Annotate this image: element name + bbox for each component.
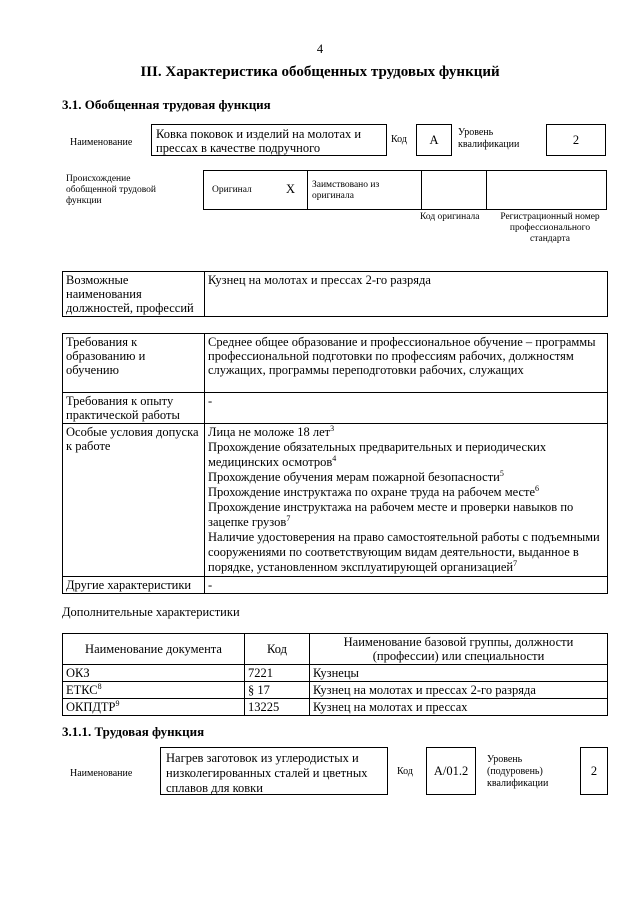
origin-code-caption: Код оригинала — [420, 212, 480, 222]
origin-reg-caption: Регистрационный номер профессионального стандарта — [500, 212, 600, 244]
table-row: ЕТКС$^8$ § 17 Кузнец на молотах и прессах 2-го разряда — [63, 682, 608, 699]
tf-level-value: 2 — [590, 764, 598, 778]
education-label: Требования к образованию и обучению — [63, 334, 205, 393]
special-condition-item: Прохождение инструктажа на рабочем месте и проверки навыков по зацепке грузов$^7$ — [208, 500, 574, 529]
requirements-table — [62, 333, 608, 594]
special-condition-item: Прохождение обучения мерам пожарной безопасности$^5$ — [208, 468, 504, 484]
gtf-name-value: Ковка поковок и изделий на молотах и прессах в качестве подручного — [156, 127, 362, 155]
tf-code-value: А/01.2 — [433, 764, 469, 778]
gtf-name-label: Наименование — [70, 137, 133, 148]
gtf-code-label: Код — [391, 134, 407, 145]
additional-title: Дополнительные характеристики — [62, 605, 240, 619]
special-condition-item: Прохождение обязательных предварительных и периодических медицинских осмотров$^4$ — [208, 440, 547, 469]
gtf-code-value: А — [429, 133, 439, 147]
tf-code-box — [426, 747, 476, 795]
education-value: Среднее общее образование и профессиональное обучение – программы профессиональной подготовки по профессиям рабочих, должностям служащих, программы переподготовки рабочих, служащих — [205, 334, 608, 393]
tf-name-box — [160, 747, 388, 795]
special-condition-item: Лица не моложе 18 лет$^3$ — [208, 423, 335, 439]
section-title: III. Характеристика обобщенных трудовых функций — [140, 64, 500, 80]
other-characteristics-value: - — [205, 577, 608, 594]
gtf-code-box — [416, 124, 452, 156]
experience-label: Требования к опыту практической работы — [63, 393, 205, 424]
special-conditions-label: Особые условия допуска к работе — [63, 424, 205, 577]
gtf-level-value: 2 — [572, 133, 580, 147]
special-condition-item: Наличие удостоверения на право самостоятельной работы с подъемными сооружениями по соответствующим видам деятельности, выданное в порядке, установленном эксплуатирующей организацией$^7$ — [208, 530, 600, 574]
origin-original-mark: Х — [286, 182, 296, 196]
table-row: ОКПДТР$^9$ 13225 Кузнец на молотах и прессах — [63, 699, 608, 716]
special-condition-item: Прохождение инструктажа по охране труда на рабочем месте$^6$ — [208, 483, 540, 499]
header-doc: Наименование документа — [63, 634, 245, 665]
positions-table — [62, 271, 608, 317]
tf-name-label: Наименование — [70, 768, 133, 779]
tf-level-label: Уровень (подуровень) квалификации — [487, 754, 549, 789]
page-number: 4 — [316, 42, 324, 56]
origin-original-label: Оригинал — [212, 185, 252, 195]
tf-level-box — [580, 747, 608, 795]
subsection-title: 3.1. Обобщенная трудовая функция — [62, 97, 271, 112]
table-row: ОКЗ 7221 Кузнецы — [63, 665, 608, 682]
positions-value: Кузнец на молотах и прессах 2-го разряда — [205, 272, 608, 317]
special-conditions-list — [205, 424, 608, 577]
header-name: Наименование базовой группы, должности (профессии) или специальности — [310, 634, 608, 665]
tf-name-value: Нагрев заготовок из углеродистых и низколегированных сталей и цветных сплавов для ковки — [166, 751, 368, 795]
origin-table — [203, 170, 607, 210]
gtf-name-box — [151, 124, 387, 156]
tf-code-label: Код — [397, 766, 413, 777]
gtf-level-label: Уровень квалификации — [458, 127, 520, 150]
tf-title: 3.1.1. Трудовая функция — [62, 724, 205, 739]
header-code: Код — [245, 634, 310, 665]
gtf-level-box — [546, 124, 606, 156]
additional-table — [62, 633, 608, 716]
positions-label: Возможные наименования должностей, профессий — [63, 272, 205, 317]
origin-borrowed-label: Заимствовано из оригинала — [312, 180, 380, 201]
experience-value: - — [205, 393, 608, 424]
other-characteristics-label: Другие характеристики — [63, 577, 205, 594]
origin-label: Происхождение обобщенной трудовой функции — [66, 174, 156, 206]
